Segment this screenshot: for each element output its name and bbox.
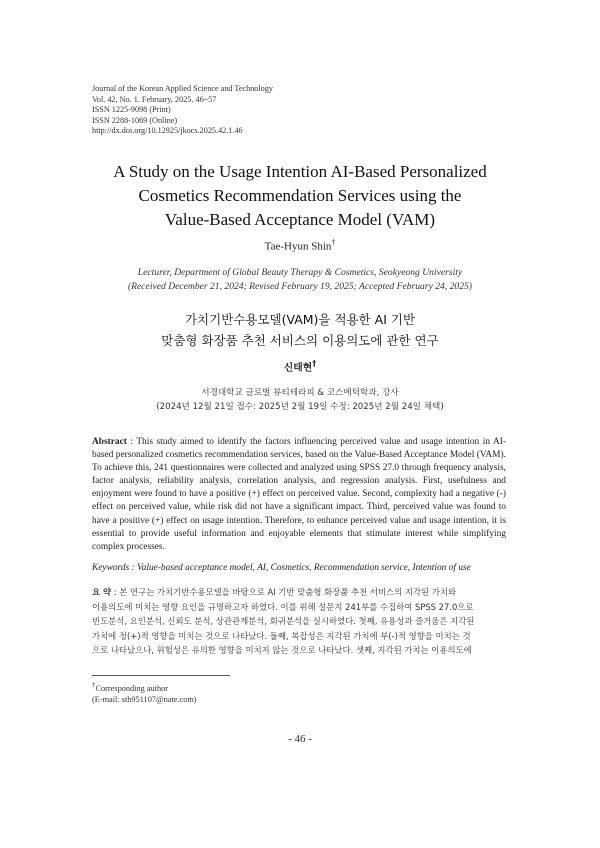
- dates-ko: (2024년 12월 21일 접수: 2025년 2월 19일 수정: 2025년 2월 24일 채택): [156, 402, 444, 412]
- summary-line-4: 가치에 정(+)적 영향을 미치는 것으로 나타났다. 둘째, 복잡성은 지각된 가치에 부(-)적 영향을 미치는 것: [92, 630, 471, 641]
- paper-title-ko: [60, 309, 540, 351]
- title-ko-line-2: 맞춤형 화장품 추천 서비스의 이용의도에 관한 연구: [161, 333, 439, 348]
- summary-line: [92, 585, 506, 600]
- keywords-label: Keywords: [92, 563, 130, 573]
- abstract-label: Abstract: [92, 437, 127, 447]
- summary-label: 요 약: [92, 587, 112, 597]
- abstract-sep: :: [126, 437, 137, 447]
- keywords-text: Value-based acceptance model, AI, Cosmetics, Recommendation service, Intention of use: [136, 563, 471, 573]
- title-en-line-2: Cosmetics Recommendation Services using the: [138, 186, 462, 205]
- abstract: [92, 436, 506, 554]
- title-en-line-3: Value-Based Acceptance Model (VAM): [164, 210, 436, 229]
- doi-link[interactable]: http://dx.doi.org/10.12925/jkocs.2025.42.1.46: [92, 126, 243, 135]
- affiliation-ko-text: 서경대학교 글로벌 뷰티테라피 & 코스메틱학과, 강사: [201, 388, 399, 398]
- author-en: [0, 238, 600, 253]
- issn-print: ISSN 1225-9098 (Print): [92, 105, 171, 114]
- dates-en: (Received December 21, 2024; Revised February 19, 2025; Accepted February 24, 2025): [127, 280, 472, 292]
- author-ko-name: 신태현: [283, 362, 313, 374]
- summary-line-3: 빈도분석, 요인분석, 신뢰도 분석, 상관관계분석, 회귀분석을 실시하였다. 첫째, 유용성과 즐거움은 지각된: [92, 616, 475, 626]
- footnote-mark: †: [92, 682, 96, 689]
- author-ko: [0, 359, 600, 373]
- keywords-sep: :: [129, 563, 137, 573]
- footnote: [92, 680, 197, 706]
- title-en-line-1: A Study on the Usage Intention AI-Based Personalized: [113, 162, 487, 181]
- affiliation-en: [60, 266, 540, 293]
- journal-name: Journal of the Korean Applied Science and Technology: [92, 84, 273, 93]
- journal-info: [92, 84, 273, 137]
- abstract-text: This study aimed to identify the factors influencing perceived value and usage intention in AI-based personalized cosmetics recommendation services, based on the Value-Based Acceptance Model (VAM). To achieve this, 241 questionnaires were collected and analyzed using SPSS 27.0 through frequency analysis, factor analysis, reliability analysis, correlation analysis, and regression analysis. First, usefulness and enjoyment were found to have a positive (+) effect on perceived value. Second, complexity had a negative (-) effect on perceived value, while risk did not have a significant impact. Third, perceived value was found to have a positive (+) effect on usage intention. Therefore, to enhance perceived value and usage intention, it is essential to provide useful information and enjoyable elements that stimulate interest while simplifying complex processes.: [92, 437, 507, 552]
- issn-online: ISSN 2288-1069 (Online): [92, 115, 178, 125]
- footnote-email[interactable]: (E-mail: sth951107@nate.com): [92, 695, 197, 705]
- author-en-name: Tae-Hyun Shin: [264, 240, 332, 253]
- page-number: - 46 -: [288, 733, 312, 745]
- keywords: [92, 563, 512, 573]
- corresponding-mark-ko: †: [312, 359, 317, 368]
- paper-title-en: [60, 160, 540, 232]
- journal-volume: Vol. 42, No. 1. February, 2025. 46~57: [92, 94, 217, 104]
- footnote-divider: [92, 675, 230, 676]
- footnote-line-1: Corresponding author: [95, 683, 169, 693]
- summary-line-2: 이용의도에 미치는 영향 요인을 규명하고자 하였다. 이를 위해 설문지 241부를 수집하여 SPSS 27.0으로: [92, 601, 474, 612]
- affiliation-ko: [60, 386, 540, 414]
- summary-ko: [92, 585, 506, 658]
- summary-sep: :: [111, 587, 120, 597]
- affiliation-en-text: Lecturer, Department of Global Beauty Therapy & Cosmetics, Seokyeong University: [137, 267, 463, 278]
- summary-line-5: 으로 나타났으나, 위험성은 유의한 영향을 미치지 않는 것으로 나타났다. 셋째, 지각된 가치는 이용의도에: [92, 645, 472, 655]
- summary-line-1: 본 연구는 가치기반수용모델을 바탕으로 AI 기반 맞춤형 화장품 추천 서비스의 지각된 가치와: [119, 587, 457, 597]
- title-ko-line-1: 가치기반수용모델(VAM)을 적용한 AI 기반: [184, 312, 416, 327]
- corresponding-mark: †: [331, 238, 336, 247]
